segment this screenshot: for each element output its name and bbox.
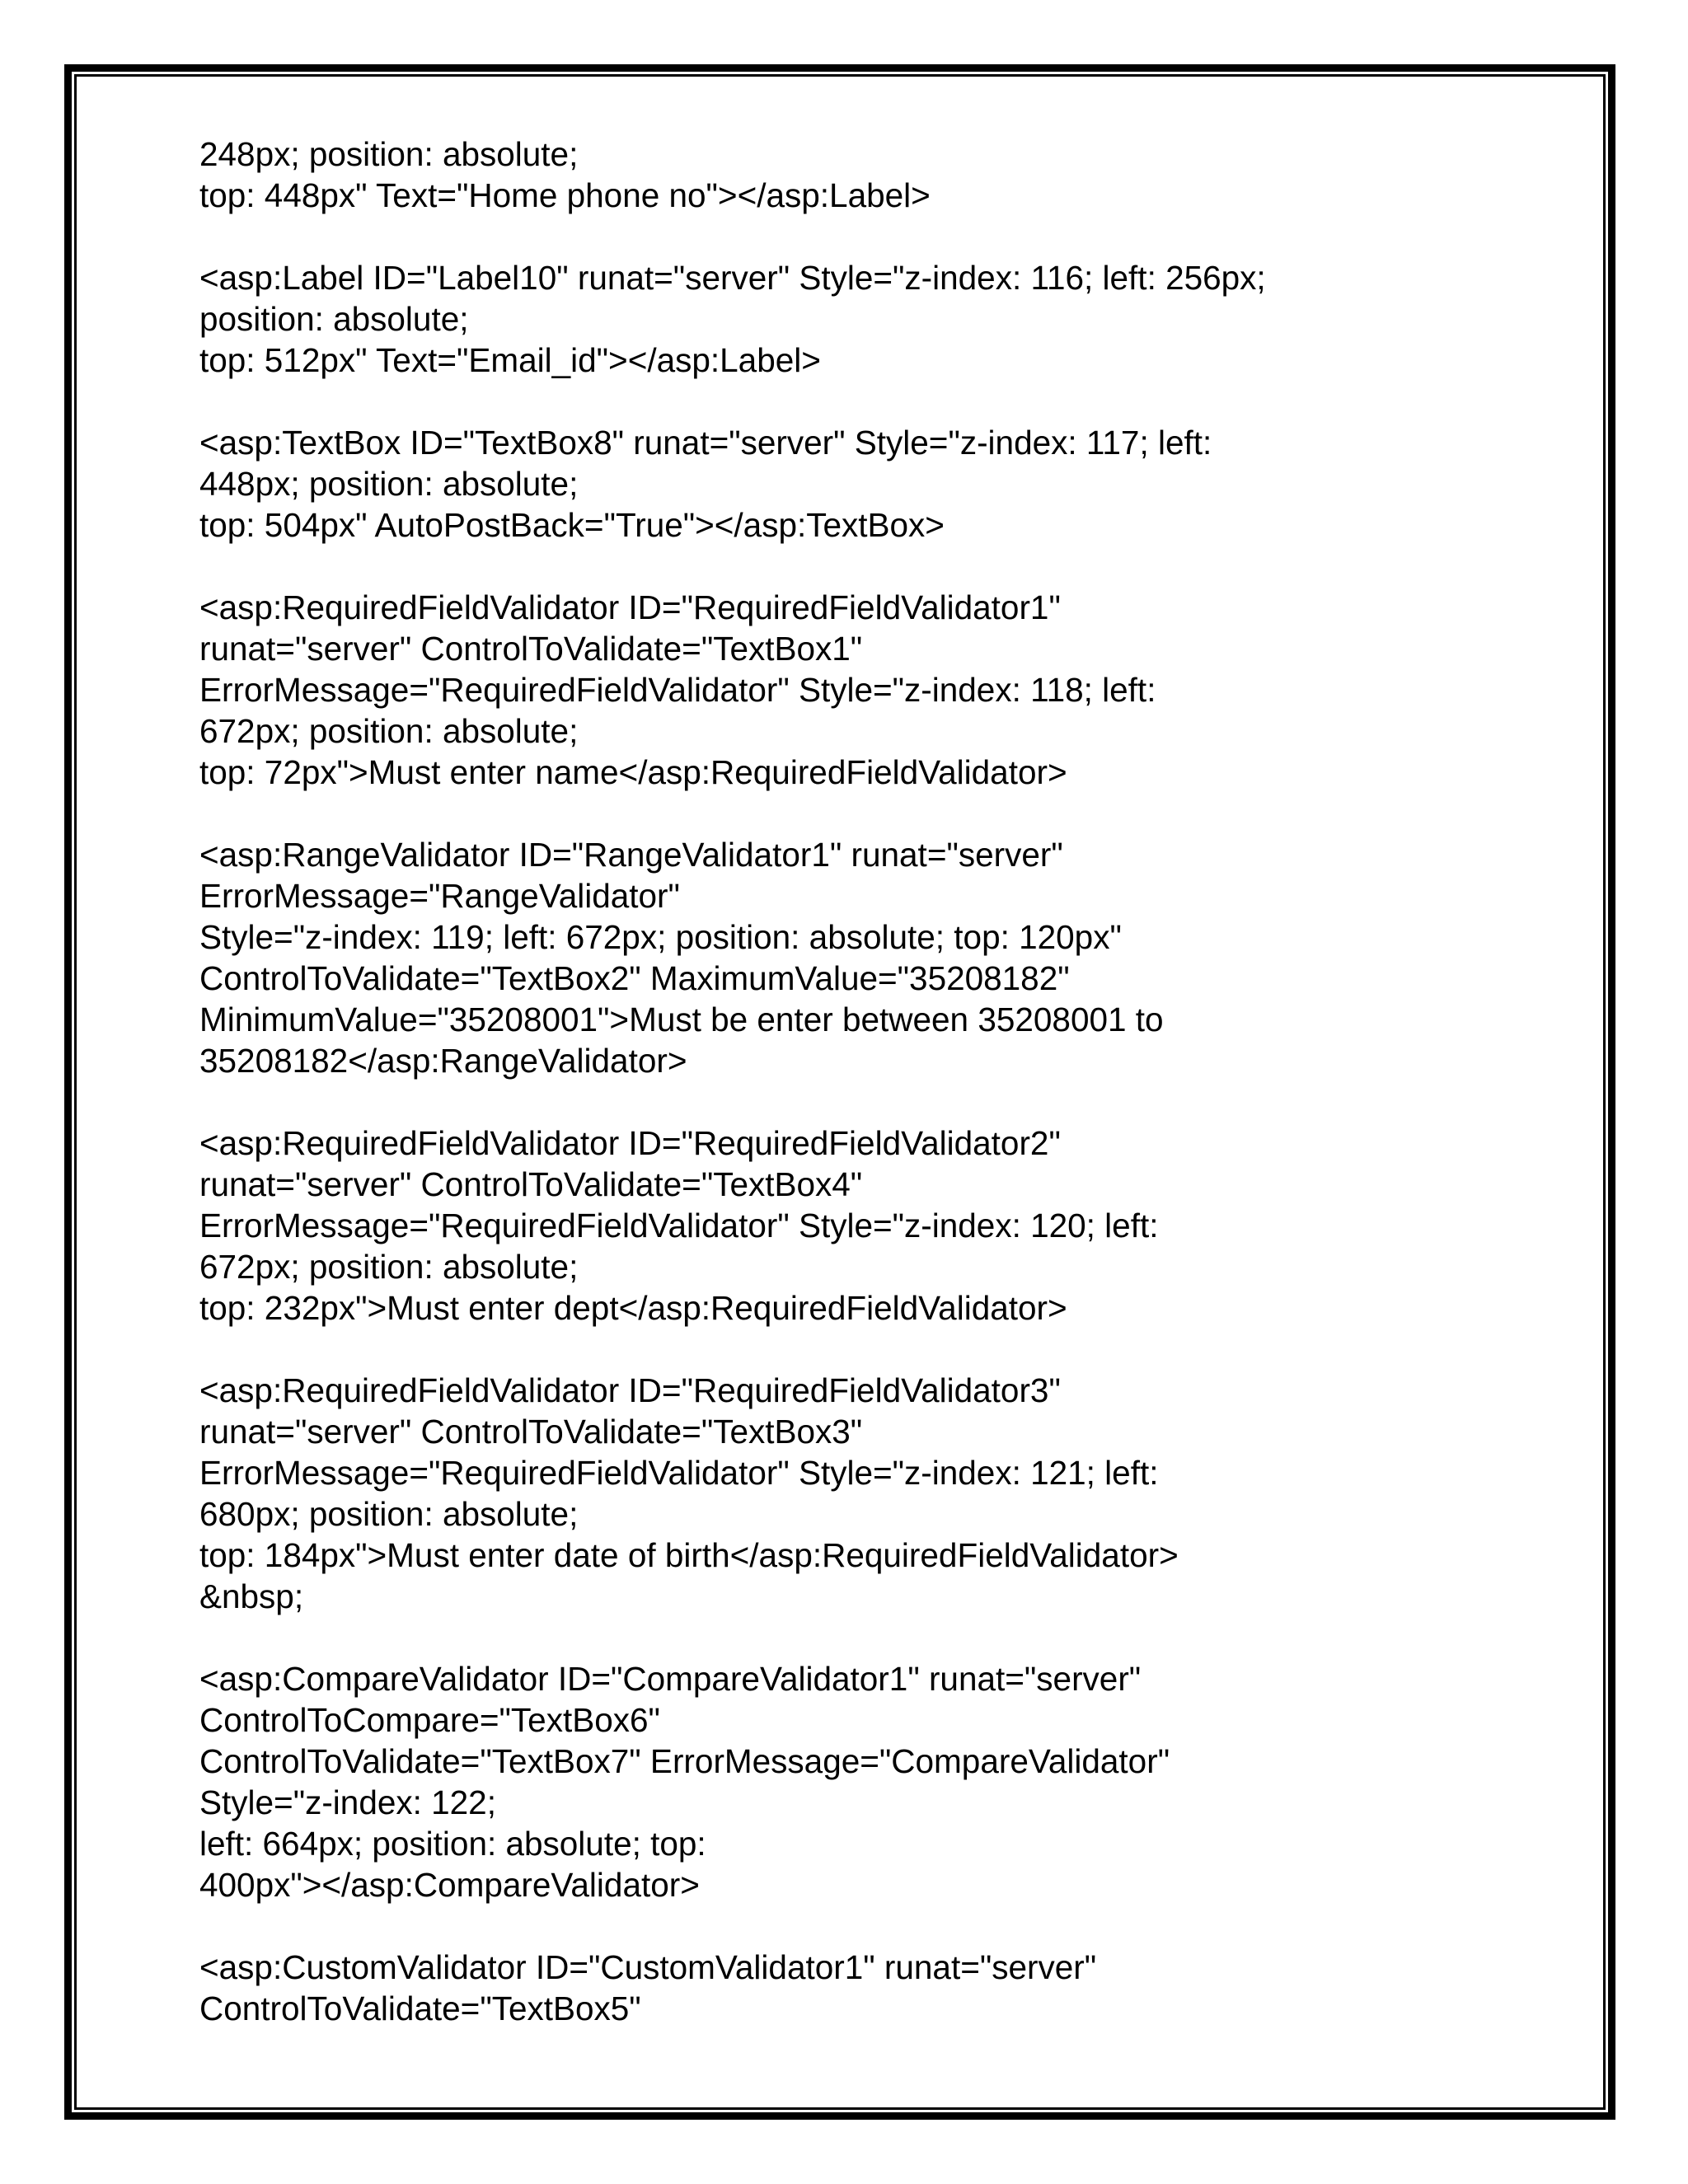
code-line: ControlToValidate="TextBox7" ErrorMessage="CompareValidator" xyxy=(199,1742,1170,1780)
code-line: ErrorMessage="RequiredFieldValidator" Style="z-index: 118; left: xyxy=(199,671,1156,709)
code-line: <asp:Label ID="Label10" runat="server" Style="z-index: 116; left: 256px; xyxy=(199,259,1266,297)
code-block-compare-validator-1 xyxy=(199,1658,1518,1905)
code-line: Style="z-index: 119; left: 672px; position: absolute; top: 120px" xyxy=(199,918,1122,956)
code-line: top: 512px" Text="Email_id"></asp:Label> xyxy=(199,341,821,379)
code-line: top: 72px">Must enter name</asp:RequiredFieldValidator> xyxy=(199,753,1067,791)
code-line: ControlToValidate="TextBox5" xyxy=(199,1990,641,2027)
code-line: 448px; position: absolute; xyxy=(199,465,579,503)
code-line: left: 664px; position: absolute; top: xyxy=(199,1825,706,1863)
code-line: <asp:RequiredFieldValidator ID="RequiredFieldValidator1" xyxy=(199,588,1061,626)
code-line: 680px; position: absolute; xyxy=(199,1495,579,1533)
code-block-label10 xyxy=(199,257,1518,381)
code-line: runat="server" ControlToValidate="TextBox1" xyxy=(199,630,863,668)
code-line: runat="server" ControlToValidate="TextBox4" xyxy=(199,1165,863,1203)
code-line: MinimumValue="35208001">Must be enter between 35208001 to xyxy=(199,1001,1164,1038)
code-line: 672px; position: absolute; xyxy=(199,1248,579,1286)
code-line: 35208182</asp:RangeValidator> xyxy=(199,1042,687,1080)
code-block-required-validator-3 xyxy=(199,1370,1518,1617)
code-line: ControlToCompare="TextBox6" xyxy=(199,1701,660,1739)
code-line: top: 232px">Must enter dept</asp:RequiredFieldValidator> xyxy=(199,1289,1067,1327)
code-line: 672px; position: absolute; xyxy=(199,712,579,750)
code-block-textbox8 xyxy=(199,422,1518,546)
code-line: runat="server" ControlToValidate="TextBox3" xyxy=(199,1413,863,1451)
code-line: <asp:RequiredFieldValidator ID="RequiredFieldValidator3" xyxy=(199,1371,1061,1409)
code-line: top: 448px" Text="Home phone no"></asp:Label> xyxy=(199,176,931,214)
code-block-custom-validator-1 xyxy=(199,1947,1518,2029)
code-line: Style="z-index: 122; xyxy=(199,1783,496,1821)
code-line: <asp:CustomValidator ID="CustomValidator1" runat="server" xyxy=(199,1948,1097,1986)
code-line: top: 504px" AutoPostBack="True"></asp:TextBox> xyxy=(199,506,945,544)
code-line: ControlToValidate="TextBox2" MaximumValue="35208182" xyxy=(199,959,1070,997)
code-line: <asp:RequiredFieldValidator ID="RequiredFieldValidator2" xyxy=(199,1124,1061,1162)
code-line: 400px"></asp:CompareValidator> xyxy=(199,1866,700,1904)
code-line: ErrorMessage="RequiredFieldValidator" Style="z-index: 121; left: xyxy=(199,1454,1159,1492)
code-block-range-validator-1 xyxy=(199,834,1518,1081)
code-block-required-validator-1 xyxy=(199,587,1518,793)
code-listing xyxy=(199,134,1518,2070)
code-line: &nbsp; xyxy=(199,1577,304,1615)
code-line: ErrorMessage="RangeValidator" xyxy=(199,877,680,915)
code-line: top: 184px">Must enter date of birth</asp:RequiredFieldValidator> xyxy=(199,1536,1179,1574)
code-line: <asp:RangeValidator ID="RangeValidator1" runat="server" xyxy=(199,836,1063,874)
code-block-required-validator-2 xyxy=(199,1122,1518,1329)
code-line: <asp:CompareValidator ID="CompareValidator1" runat="server" xyxy=(199,1660,1142,1698)
code-line: ErrorMessage="RequiredFieldValidator" Style="z-index: 120; left: xyxy=(199,1207,1159,1244)
code-line: position: absolute; xyxy=(199,300,469,338)
code-line: 248px; position: absolute; xyxy=(199,135,579,173)
code-line: <asp:TextBox ID="TextBox8" runat="server" Style="z-index: 117; left: xyxy=(199,424,1212,462)
code-block-home-phone-label xyxy=(199,134,1518,216)
